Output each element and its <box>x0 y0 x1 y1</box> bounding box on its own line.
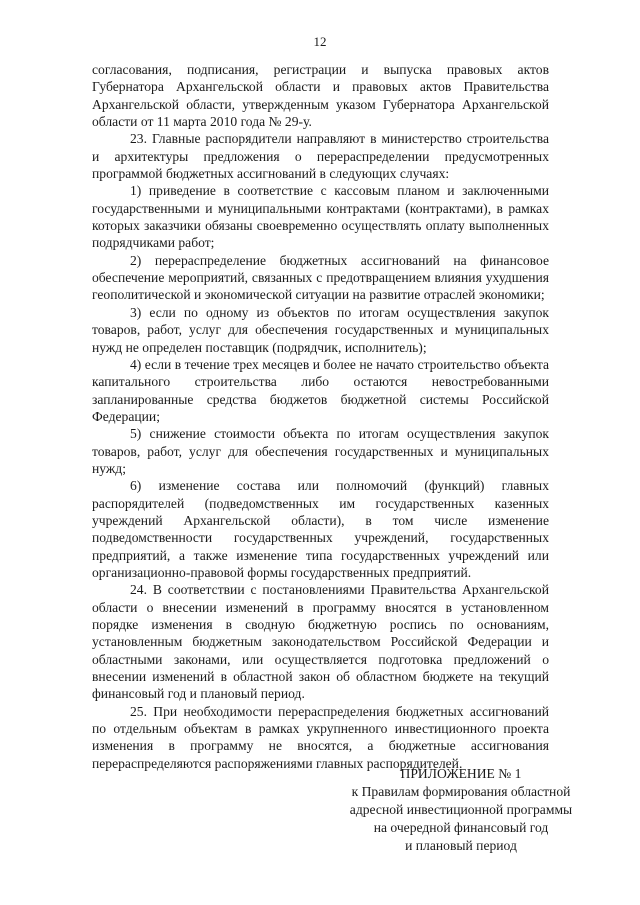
paragraph-case-3: 3) если по одному из объектов по итогам осуществления закупок товаров, работ, услуг для обеспечения государственных и муниципальных нужд не определен поставщик (подрядчик, исполнитель); <box>92 304 549 355</box>
paragraph-case-1: 1) приведение в соответствие с кассовым планом и заключенными государственными и муниципальными контрактами (контрактами), в рамках которых заказчики обязаны своевременно осуществлять оплату выполненных подрядчиками работ; <box>92 183 549 251</box>
appendix-line: адресной инвестиционной программы <box>349 802 573 817</box>
document-body <box>92 61 549 772</box>
appendix-line: на очередной финансовый год <box>373 820 549 835</box>
paragraph-case-4: 4) если в течение трех месяцев и более не начато строительство объекта капитального строительства либо остаются невостребованными запланированные средства бюджетов бюджетной системы Российской Федерации; <box>92 356 549 424</box>
paragraph-case-2: 2) перераспределение бюджетных ассигнований на финансовое обеспечение мероприятий, связанных с предотвращением влияния ухудшения геополитической и экономической ситуации на развитие отраслей экономики; <box>92 252 549 303</box>
appendix-block <box>330 765 592 855</box>
appendix-line: и плановый период <box>405 838 517 853</box>
appendix-line: к Правилам формирования областной <box>351 784 571 799</box>
paragraph-item-25: 25. При необходимости перераспределения бюджетных ассигнований по отдельным объектам в рамках укрупненного инвестиционного проекта изменения в программу не вносятся, а бюджетные ассигнования перераспределяются распоряжениями главных распорядителей. <box>92 703 549 771</box>
paragraph-continuation: согласования, подписания, регистрации и выпуска правовых актов Губернатора Архангельской области и правовых актов Правительства Архангельской области, утвержденным указом Губернатора Архангельской области от 11 марта 2010 года № 29-у. <box>92 62 549 130</box>
paragraph-item-23: 23. Главные распорядители направляют в министерство строительства и архитектуры предложения о перераспределении предусмотренных программой бюджетных ассигнований в следующих случаях: <box>92 131 549 182</box>
paragraph-case-5: 5) снижение стоимости объекта по итогам осуществления закупок товаров, работ, услуг для обеспечения государственных и муниципальных нужд; <box>92 426 549 476</box>
paragraph-case-6: 6) изменение состава или полномочий (функций) главных распорядителей (подведомственных им государственных казенных учреждений Архангельской области), в том числе изменение подведомственности государственных учреждений, государственных предприятий, а также изменение типа государственных учреждений или организационно-правовой формы государственных предприятий. <box>92 478 549 580</box>
paragraph-item-24: 24. В соответствии с постановлениями Правительства Архангельской области о внесении изменений в программу вносятся в установленном порядке изменения в сводную бюджетную роспись по основаниям, установленным бюджетным законодательством Российской Федерации и областными законами, или осуществляется подготовка предложений о внесении изменений в областной закон об областном бюджете на текущий финансовый год и плановый период. <box>92 582 549 702</box>
page-number: 12 <box>313 34 327 49</box>
appendix-title: ПРИЛОЖЕНИЕ № 1 <box>400 766 522 781</box>
